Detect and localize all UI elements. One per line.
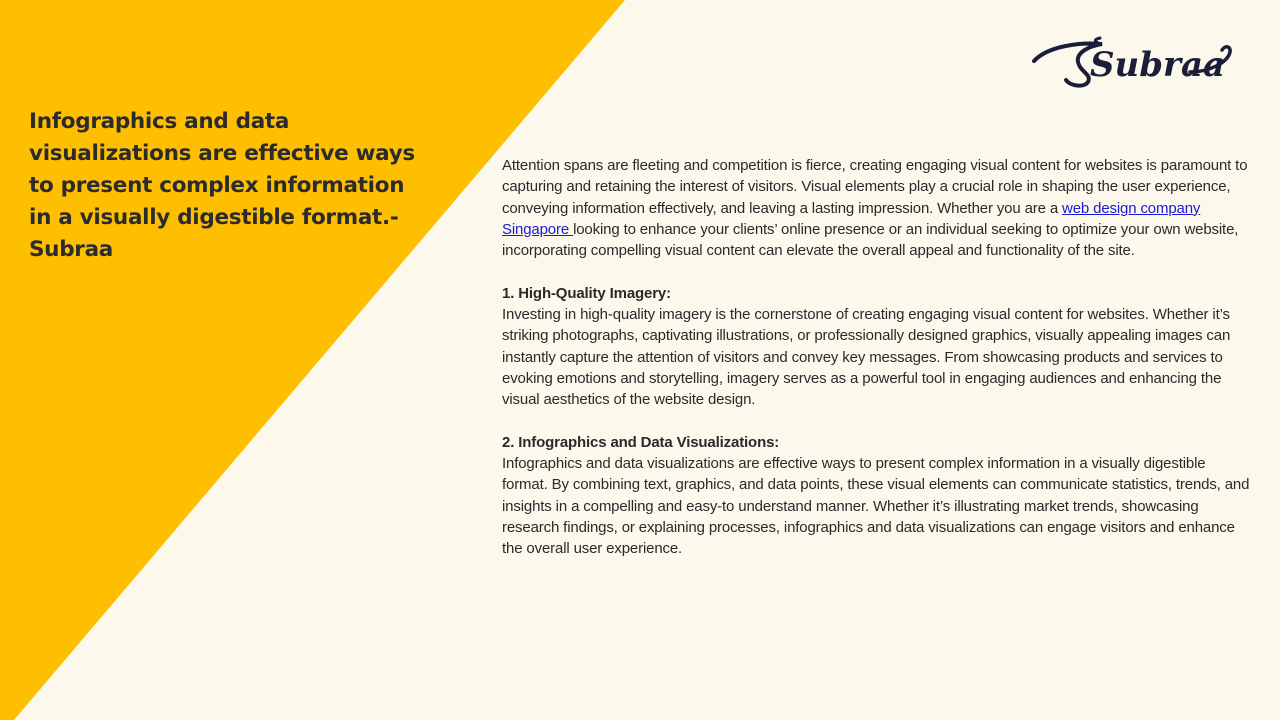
subraa-logo [1030,28,1235,88]
logo-text: Subraa [1090,45,1226,85]
article-body [502,155,1252,581]
pull-quote: Infographics and data visualizations are effective ways to present complex information in a visually digestible format.- Subraa [29,109,415,262]
section-heading: 1. High-Quality Imagery: [502,284,671,302]
web-design-company-link[interactable]: web design company Singapore [502,199,1201,238]
section-high-quality-imagery [502,283,1252,411]
section-body: Investing in high-quality imagery is the cornerstone of creating engaging visual content for websites. Whether it’s striking photographs, captivating illustrations, or professionally designed graphics, visually appealing images can instantly capture the attention of visitors and convey key messages. From showcasing products and services to evoking emotions and storytelling, imagery serves as a powerful tool in engaging audiences and enhancing the visual aesthetics of the website design. [502,306,1231,409]
intro-text-end: looking to enhance your clients’ online presence or an individual seeking to optimize your own website, incorporating compelling visual content can elevate the overall appeal and functionality of the site. [502,220,1239,260]
section-infographics [502,432,1252,560]
section-heading: 2. Infographics and Data Visualizations: [502,433,780,451]
intro-paragraph [502,155,1252,261]
subraa-logo-icon [1030,28,1235,88]
intro-text-start: Attention spans are fleeting and competition is fierce, creating engaging visual content for websites is paramount to capturing and retaining the interest of visitors. Visual elements play a crucial role in shaping the user experience, conveying information effectively, and leaving a lasting impression. Whether you are a [502,157,1248,217]
section-body: Infographics and data visualizations are effective ways to present complex information in a visually digestible format. By combining text, graphics, and data points, these visual elements can communicate statistics, trends, and insights in a compelling and easy-to understand manner. Whether it’s illustrating market trends, showcasing research findings, or explaining processes, infographics and data visualizations can engage visitors and enhance the overall user experience. [502,455,1250,558]
